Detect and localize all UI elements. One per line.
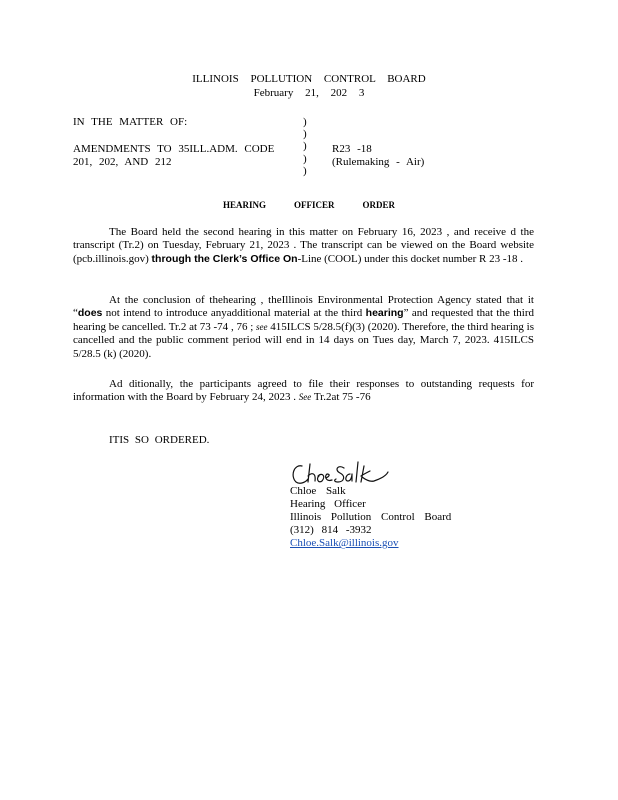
paragraph-2: At the conclusion of thehearing , theIllinois Environmental Protection Agency stated that it “does not intend to introduce anyadditional material at the third hearing” and requested that the third hearing be cancelled. Tr.2 at 73 -74 , 76 ; see 415ILCS 5/28.5(f)(3) (2020). Therefore, the third hearing is cancelled and the public comment period will end in 14 days on Tues day, March 7, 2023. 415ILCS 5/28.5 (k) (2020).	[73, 294, 534, 360]
paragraph-1: The Board held the second hearing in this matter on February 16, 2023 , and receive d the transcript (Tr.2) on Tuesday, February 21, 2023 . The transcript can be viewed on the Board website (pcb.illinois.gov) through the Clerk’s Office On-Line (COOL) under this docket number R 23 -18 .	[73, 226, 534, 265]
amendments-line-1: AMENDMENTS TO 35ILL.ADM. CODE	[73, 143, 275, 155]
signer-phone: (312) 814 -3932	[290, 524, 372, 537]
amendments-line-2: 201, 202, AND 212	[73, 156, 172, 168]
order-date: February 21, 202 3	[253, 87, 365, 99]
handwritten-signature	[288, 458, 393, 488]
caption-parens: ) ) ) ) )	[303, 116, 307, 177]
signer-title: Hearing Officer	[290, 498, 366, 511]
signer-email-link[interactable]: Chloe.Salk@illinois.gov	[290, 537, 399, 550]
docket-type: (Rulemaking - Air)	[332, 156, 425, 168]
matter-label: IN THE MATTER OF:	[73, 116, 188, 128]
docket-number: R23 -18	[332, 143, 372, 155]
signer-org: Illinois Pollution Control Board	[290, 511, 452, 524]
paragraph-3: Ad ditionally, the participants agreed to file their responses to outstanding requests for information with the Board by February 24, 2023 . See Tr.2at 75 -76	[73, 378, 534, 404]
closing-statement: ITIS SO ORDERED.	[109, 434, 210, 446]
document-title: HEARING OFFICER ORDER	[222, 200, 396, 210]
signer-name: Chloe Salk	[290, 485, 346, 497]
board-name: ILLINOIS POLLUTION CONTROL BOARD	[192, 73, 426, 85]
signature-block	[290, 485, 451, 550]
